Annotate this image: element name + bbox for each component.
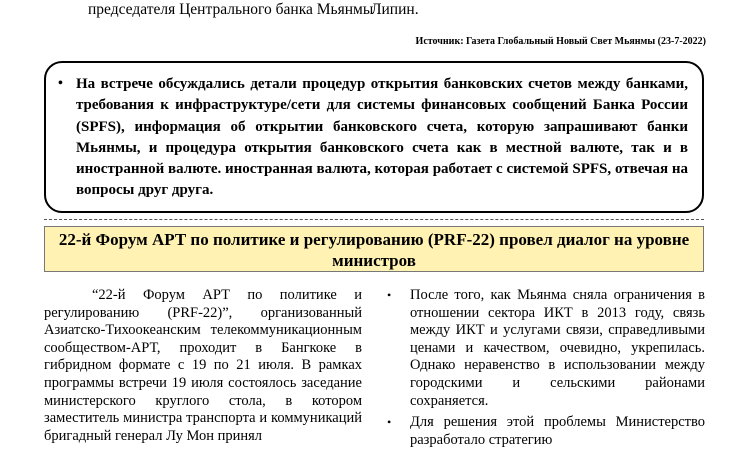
bullet-icon: • [387, 288, 392, 302]
highlight-box [44, 61, 704, 213]
section-divider [44, 219, 704, 220]
list-item [383, 414, 705, 449]
list-item [383, 287, 705, 410]
bullet-icon: • [387, 415, 392, 430]
article-headline: 22-й Форум АРТ по политике и регулированию (PRF-22) провел диалог на уровне министров [44, 226, 704, 272]
article-right-column [383, 287, 705, 453]
source-citation: Источник: Газета Глобальный Новый Свет Мьянмы (23-7-2022) [415, 36, 706, 47]
continued-text-right: Липин. [371, 1, 419, 18]
article-left-column: “22-й Форум АРТ по политике и регулированию (PRF-22)”, организованный Азиатско-Тихоокеанским телекоммуникационным сообществом-АРТ, проходит в Бангкоке в гибридном формате с 19 по 21 июля. В рамках программы встречи 19 июля состоялось заседание министерского круглого стола, в котором заместитель министра транспорта и коммуникаций бригадный генерал Лу Мон принял [44, 287, 362, 444]
highlight-text: На встрече обсуждались детали процедур открытия банковских счетов между банками, требования к инфраструктуре/сети для системы финансовых сообщений Банка России (SPFS), информация об открытии банковского счета, которую запрашивают банки Мьянмы, и процедура открытия банковского счета как в местной валюте, так и в иностранной валюте. иностранная валюта, которая работает с системой SPFS, отвечая на вопросы друг друга. [76, 76, 688, 199]
bullet-icon: • [58, 76, 63, 91]
continued-text-left: председателя Центрального банка Мьянмы [88, 1, 374, 18]
continued-text-line [88, 0, 688, 20]
list-item-text: Для решения этой проблемы Министерство разработало стратегию [410, 414, 705, 448]
list-item-text: После того, как Мьянма сняла ограничения в отношении сектора ИКТ в 2013 году, связь между ИКТ и услугами связи, справедливыми ценами и качеством, очевидно, укрепилась. Однако неравенство в использовании между городскими и сельскими районами сохраняется. [410, 287, 705, 409]
